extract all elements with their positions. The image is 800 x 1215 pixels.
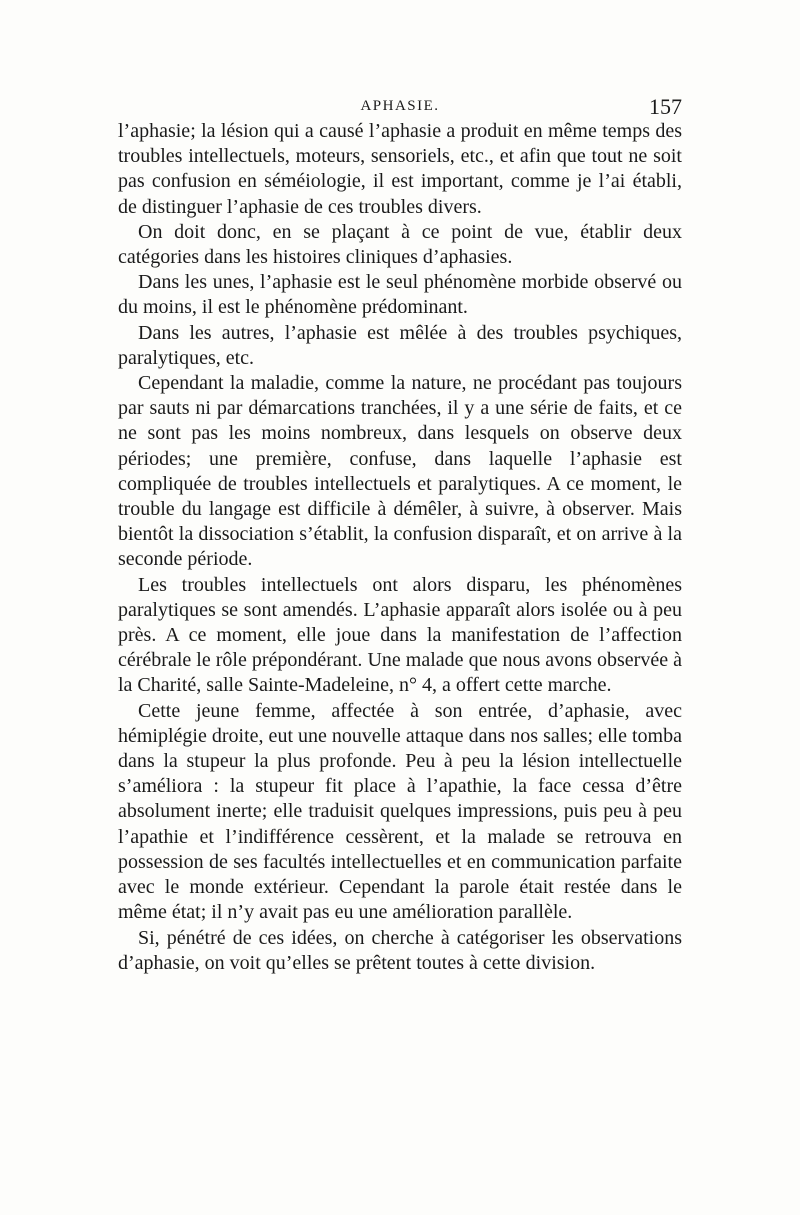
paragraph: On doit donc, en se plaçant à ce point de vue, établir deux catégories dans les histoires cliniques d’aphasies.	[118, 220, 682, 269]
paragraph: Dans les autres, l’aphasie est mêlée à des troubles psychiques, paralytiques, etc.	[118, 321, 682, 369]
paragraph: Les troubles intellectuels ont alors disparu, les phénomènes paralytiques se sont amendés. L’aphasie apparaît alors isolée ou à peu près. A ce moment, elle joue dans la manifestation de l’affection cérébrale le rôle prépondérant. Une malade que nous avons observée à la Charité, salle Sainte-Madeleine, n° 4, a offert cette marche.	[118, 573, 682, 697]
page-number: 157	[649, 94, 682, 119]
body-text	[118, 119, 682, 976]
paragraph: Dans les unes, l’aphasie est le seul phénomène morbide observé ou du moins, il est le phénomène prédominant.	[118, 271, 682, 319]
paragraph: Si, pénétré de ces idées, on cherche à catégoriser les observations d’aphasie, on voit qu’elles se prêtent toutes à cette division.	[118, 926, 682, 974]
running-title: APHASIE.	[360, 98, 440, 114]
paragraph: l’aphasie; la lésion qui a causé l’aphasie a produit en même temps des troubles intellectuels, moteurs, sensoriels, etc., et afin que tout ne soit pas confusion en séméiologie, il est important, comme je l’ai établi, de distinguer l’aphasie de ces troubles divers.	[118, 120, 682, 218]
paragraph: Cette jeune femme, affectée à son entrée, d’aphasie, avec hémiplégie droite, eut une nouvelle attaque dans nos salles; elle tomba dans la stupeur la plus profonde. Peu à peu la lésion intellectuelle s’améliora : la stupeur fit place à l’apathie, la face cessa d’être absolument inerte; elle traduisit quelques impressions, puis peu à peu l’apathie et l’indifférence cessèrent, et la malade se retrouva en possession de ses facultés intellectuelles et en communication parfaite avec le monde extérieur. Cependant la parole était restée dans le même état; il n’y avait pas eu une amélioration parallèle.	[118, 699, 682, 924]
running-head	[118, 94, 682, 120]
paragraph: Cependant la maladie, comme la nature, ne procédant pas toujours par sauts ni par démarcations tranchées, il y a une série de faits, et ce ne sont pas les moins nombreux, dans lesquels on observe deux périodes; une première, confuse, dans laquelle l’aphasie est compliquée de troubles intellectuels et paralytiques. A ce moment, le trouble du langage est difficile à démêler, à suivre, à observer. Mais bientôt la dissociation s’établit, la confusion disparaît, et on arrive à la seconde période.	[118, 372, 682, 571]
